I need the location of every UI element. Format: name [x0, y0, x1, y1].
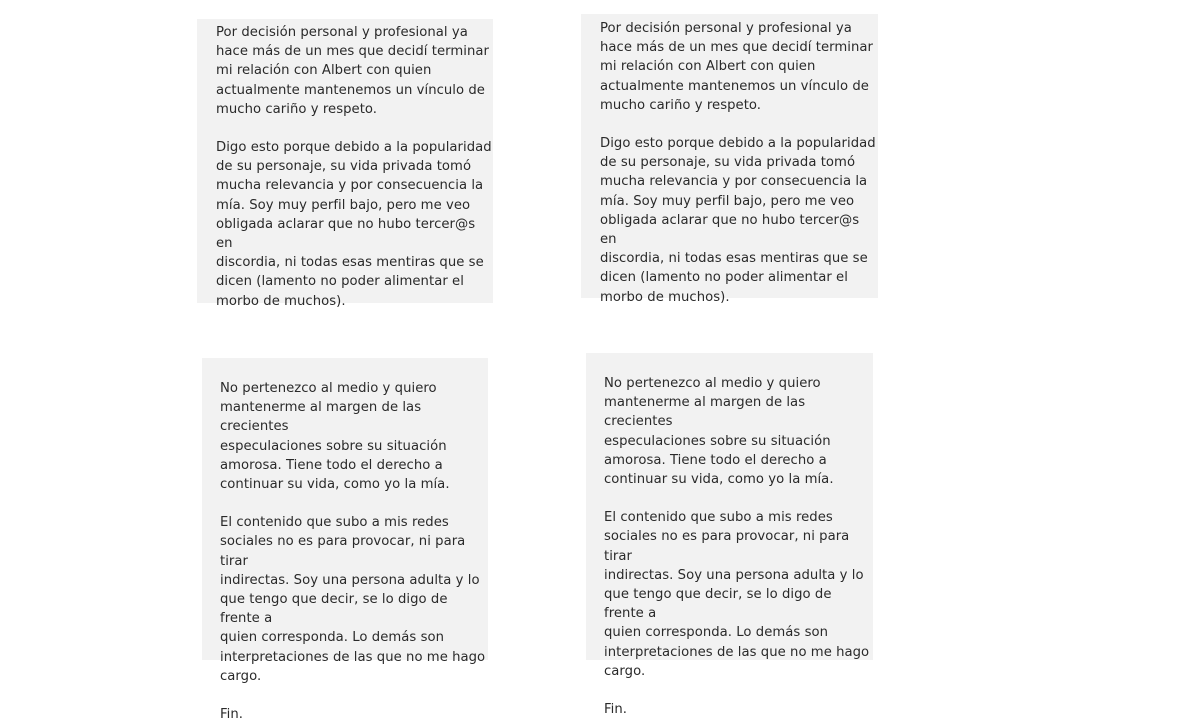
statement-closing: Fin.: [220, 707, 244, 723]
statement-paragraph: Por decisión personal y profesional ya hace más de un mes que decidí terminar mi relación con Albert con quien actualmente mantenemos un vínculo de mucho cariño y respeto.: [216, 25, 489, 117]
statement-paragraph: El contenido que subo a mis redes sociales no es para provocar, ni para tirar indirectas. Soy una persona adulta y lo que tengo que decir, se lo digo de frente a quien corresponda. Lo demás son interpretaciones de las que no me hago cargo.: [604, 510, 870, 679]
statement-paragraph: Por decisión personal y profesional ya hace más de un mes que decidí terminar mi relación con Albert con quien actualmente mantenemos un vínculo de mucho cariño y respeto.: [600, 21, 873, 113]
statement-paragraph: No pertenezco al medio y quiero mantenerme al margen de las crecientes especulaciones sobre su situación amorosa. Tiene todo el derecho a continuar su vida, como yo la mía.: [220, 381, 450, 493]
statement-paragraph: No pertenezco al medio y quiero mantenerme al margen de las crecientes especulaciones sobre su situación amorosa. Tiene todo el derecho a continuar su vida, como yo la mía.: [604, 376, 834, 488]
statement-paragraph: Digo esto porque debido a la popularidad de su personaje, su vida privada tomó mucha relevancia y por consecuencia la mía. Soy muy perfil bajo, pero me veo obligada aclarar que no hubo tercer@s en discordia, ni todas esas mentiras que se dicen (lamento no poder alimentar el morbo de muchos).: [600, 136, 876, 305]
statement-card-top-right: [581, 14, 878, 305]
statement-card-bottom-right: [586, 353, 873, 718]
statement-paragraph: Digo esto porque debido a la popularidad de su personaje, su vida privada tomó mucha relevancia y por consecuencia la mía. Soy muy perfil bajo, pero me veo obligada aclarar que no hubo tercer@s en discordia, ni todas esas mentiras que se dicen (lamento no poder alimentar el morbo de muchos).: [216, 140, 492, 309]
statement-paragraph: El contenido que subo a mis redes sociales no es para provocar, ni para tirar indirectas. Soy una persona adulta y lo que tengo que decir, se lo digo de frente a quien corresponda. Lo demás son interpretaciones de las que no me hago cargo.: [220, 515, 486, 684]
statement-closing: Fin.: [604, 702, 628, 718]
statement-card-top-left: [197, 19, 493, 309]
statement-card-bottom-left: [202, 358, 488, 723]
